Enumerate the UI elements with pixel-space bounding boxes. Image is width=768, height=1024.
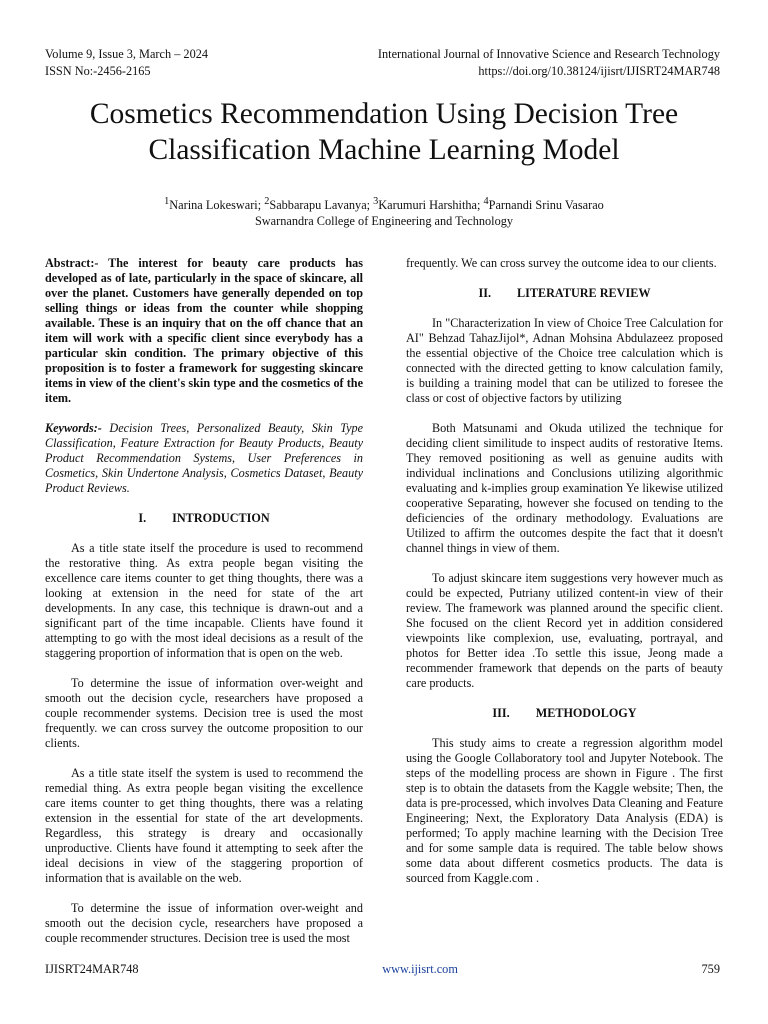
author-4-index: 4 — [483, 196, 489, 207]
author-3-index: 3 — [373, 196, 379, 207]
right-column — [406, 256, 723, 901]
literature-paragraph-1: In "Characterization In view of Choice Tree Calculation for AI" Behzad TahazJijol*, Adnan Mohsina Abdulazeez proposed the essential objective of the Choice tree calculation which is connected with the directed getting to know calculation family, is building a training model that can be utilized to foresee the class or cost of objective factors by utilizing — [406, 316, 723, 405]
section-heading-literature-review — [406, 286, 723, 301]
author-list — [40, 194, 728, 213]
intro-paragraph-continued: frequently. We can cross survey the outcome idea to our clients. — [406, 256, 717, 270]
paper-title — [40, 96, 728, 168]
author-block — [40, 194, 728, 229]
title-line-2: Classification Machine Learning Model — [148, 134, 620, 166]
journal-name: International Journal of Innovative Science and Research Technology — [377, 47, 720, 61]
title-line-1: Cosmetics Recommendation Using Decision Tree — [89, 98, 679, 130]
literature-paragraph-2: Both Matsunami and Okuda utilized the technique for deciding client similitude to inspect audits of restorative Items. They removed positioning as well as genuine audits with individual inclinations and Conclusions utilizing algorithmic evaluating and k-implies group examination Ye likewise utilized cooperative Separating, however she focused on tending to the deficiencies of the ordinary methodology. Evaluations are Utilized to affirm the outcomes despite the fact that it doesn't channel things in view of them. — [406, 421, 723, 555]
section-number: I. — [138, 511, 147, 525]
intro-paragraph-3: As a title state itself the system is used to recommend the remedial thing. As extra people began visiting the excellence care items counter to get thing thoughts, there was a relating extension in the essential for state of the art developments. Regardless, this strategy is dreary and occasionally unproductive. Clients have found it attempting to seek after the ideal decisions in view of the staggering proportion of information that is available on the web. — [45, 766, 363, 885]
left-column — [45, 256, 363, 961]
intro-paragraph-1: As a title state itself the procedure is used to recommend the restorative thing. As extra people began visiting the excellence care items counter to get thing thoughts, there was a looking at extension in the need for state of the art developments. In any case, this technique is drawn-out and a significant part of the time incapable. Clients have found it attempting to go with the most ideal decisions as a result of the staggering proportion of information that is open on the web. — [45, 541, 363, 660]
section-heading-methodology — [406, 706, 723, 721]
author-1-index: 1 — [164, 196, 170, 207]
author-2: Sabbarapu Lavanya; — [269, 198, 374, 213]
intro-paragraph-4: To determine the issue of information over-weight and smooth out the decision cycle, researchers have proposed a couple recommender structures. Decision tree is used the most — [45, 901, 363, 945]
paper-id: IJISRT24MAR748 — [45, 962, 139, 976]
section-title: METHODOLOGY — [535, 706, 637, 720]
literature-paragraph-3: To adjust skincare item suggestions very however much as could be expected, Putriany utilized content-in view of their review. The framework was planned around the specific client. She focused on the client Record yet in addition considered viewpoints like complexion, use, evaluating, portrayal, and photos for Better idea .To settle this issue, Jeong made a recommender framework that depends on the parts of beauty care products. — [406, 571, 723, 690]
issn: ISSN No:-2456-2165 — [45, 64, 151, 78]
section-number: III. — [492, 706, 510, 720]
keywords-label: Keywords:- — [45, 421, 102, 435]
page-footer — [45, 962, 720, 977]
author-2-index: 2 — [264, 196, 270, 207]
section-title: INTRODUCTION — [172, 511, 270, 525]
author-4: Parnandi Srinu Vasarao — [488, 198, 604, 213]
doi-link[interactable]: https://doi.org/10.38124/ijisrt/IJISRT24MAR748 — [478, 64, 720, 78]
volume-info: Volume 9, Issue 3, March – 2024 — [45, 47, 209, 61]
affiliation: Swarnandra College of Engineering and Technology — [254, 214, 514, 229]
website-link[interactable]: www.ijisrt.com — [382, 962, 458, 976]
methodology-paragraph: This study aims to create a regression algorithm model using the Google Collaboratory tool and Jupyter Notebook. The steps of the modelling process are shown in Figure . The first step is to obtain the datasets from the Kaggle website; Then, the data is pre-processed, which involves Data Cleaning and Feature Engineering; Next, the Exploratory Data Analysis (EDA) is performed; To apply machine learning with the Decision Tree and for some sample data is required. The table below shows some data about different cosmetics products. The data is sourced from Kaggle.com . — [406, 736, 723, 885]
intro-paragraph-2: To determine the issue of information over-weight and smooth out the decision cycle, researchers have proposed a couple recommender systems. Decision tree is used the most frequently. we can cross survey the outcome proposition to our clients. — [45, 676, 363, 750]
keywords-text: Decision Trees, Personalized Beauty, Skin Type Classification, Feature Extraction for Beauty Products, Beauty Product Recommendation Systems, User Preferences in Cosmetics, Skin Undertone Analysis, Cosmetics Dataset, Beauty Product Reviews. — [45, 421, 363, 495]
section-title: LITERATURE REVIEW — [517, 286, 651, 300]
keywords — [45, 421, 363, 496]
section-heading-introduction — [45, 511, 363, 526]
section-number: II. — [478, 286, 491, 300]
abstract: Abstract:- The interest for beauty care products has developed as of late, particularly in the space of skincare, all over the planet. Customers have generally depended on top selling things or ideas from the counter while shopping available. These is an inquiry that on the off chance that an item will work with a specific client since everybody has a particular skin condition. The primary objective of this proposition is to foster a framework for suggesting skincare items in view of the client's skin type and the cosmetics of the item. — [45, 256, 363, 405]
page-number: 759 — [701, 962, 720, 976]
author-1: Narina Lokeswari; — [169, 198, 265, 213]
running-header — [45, 46, 720, 80]
author-3: Karumuri Harshitha; — [378, 198, 484, 213]
